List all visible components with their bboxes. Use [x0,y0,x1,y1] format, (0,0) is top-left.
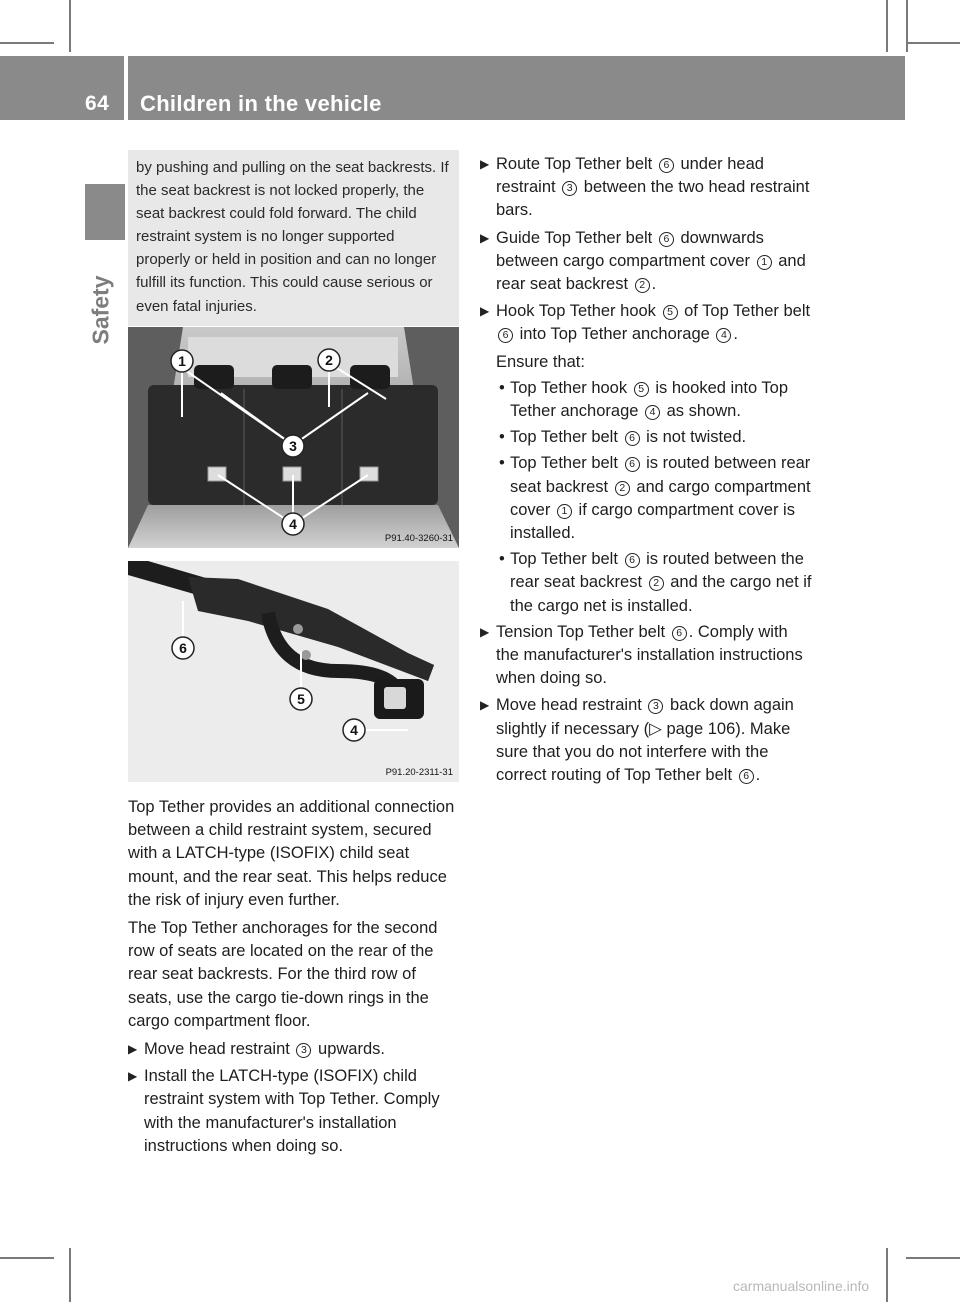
crop-mark [0,1257,54,1259]
callout-ref: 6 [625,431,640,446]
svg-text:1: 1 [178,353,186,369]
checklist-item: • Top Tether hook 5 is hooked into Top Tether anchorage 4 as shown. [499,378,789,421]
callout-2 [318,349,340,371]
section-tab-label: Safety [87,275,114,345]
crop-mark [906,0,908,52]
section-tab [86,255,116,365]
figure-code: P91.20-2311-31 [385,767,453,778]
callout-ref: 5 [663,305,678,320]
paragraph: The Top Tether anchorages for the second row of seats are located on the rear of the rear seat backrests. For the third row of seats, use the cargo tie-down rings in the cargo compartment floor. [128,919,438,1030]
bullet-icon: • [499,378,505,397]
paragraph: Top Tether provides an additional connection between a child restraint system, secured with a LATCH-type (ISOFIX) child seat mount, and the rear seat. This helps reduce the risk of injury even further. [128,798,455,909]
instruction-step: ▶ Hook Top Tether hook 5 of Top Tether belt 6 into Top Tether anchorage 4 . [480,302,811,344]
crop-mark [886,1248,888,1302]
callout-ref: 2 [635,278,650,293]
callout-ref: 6 [625,457,640,472]
header-band [0,56,905,120]
instruction-step: ▶ Install the LATCH-type (ISOFIX) child restraint system with Top Tether. Comply with the manufacturer's installation instructions when doing so. [128,1067,440,1155]
figure-cargo-compartment [128,327,459,548]
svg-text:5: 5 [297,691,305,707]
callout-ref: 1 [557,504,572,519]
figure-code: P91.40-3260-31 [384,533,453,544]
svg-text:4: 4 [289,516,297,532]
callout-ref: 6 [739,769,754,784]
callout-ref: 6 [659,158,674,173]
footer-watermark: carmanualsonline.info [733,1278,870,1294]
crop-mark [906,42,960,44]
svg-text:4: 4 [350,722,358,738]
crop-mark [69,0,71,52]
step-arrow-icon: ▶ [480,304,490,319]
instruction-step: ▶ Move head restraint 3 back down again slightly if necessary (▷ page 106). Make sure that you do not interfere with the correct routing of Top Tether belt 6 . [480,696,794,785]
step-arrow-icon: ▶ [128,1069,138,1084]
cargo-compartment-illustration [128,327,459,548]
callout-ref: 6 [672,626,687,641]
callout-5 [290,688,312,710]
callout-1 [171,350,193,372]
bullet-icon: • [499,550,505,569]
instruction-step: ▶ Tension Top Tether belt 6 . Comply with the manufacturer's installation instructions when doing so. [480,622,803,688]
step-arrow-icon: ▶ [480,230,490,245]
crop-mark [69,1248,71,1302]
step-arrow-icon: ▶ [480,157,490,171]
svg-text:3: 3 [289,438,297,454]
warning-note: by pushing and pulling on the seat backrests. If the seat backrest is not locked properly, the seat backrest could fold forward. The child restraint system is no longer supported properly or held in position and can no longer fulfill its function. This could cause serious or even fatal injuries. [128,150,459,326]
svg-text:6: 6 [179,640,187,656]
callout-ref: 6 [625,553,640,568]
crop-mark [886,0,888,52]
callout-ref: 6 [659,232,674,247]
callout-4 [343,719,365,741]
right-column-text [480,153,815,791]
callout-ref: 4 [716,328,731,343]
callout-ref: 2 [615,481,630,496]
callout-ref: 3 [648,699,663,714]
section-tab-marker [85,184,125,240]
callout-ref: 3 [296,1043,311,1058]
figure-top-tether-hook [128,561,459,782]
callout-ref: 1 [757,255,772,270]
header-divider [124,56,128,120]
ensure-heading: Ensure that: [496,352,585,371]
callout-6 [172,637,194,659]
callout-4 [282,513,304,535]
instruction-step: ▶ Route Top Tether belt 6 under head restraint 3 between the two head restraint bars. [480,155,810,220]
instruction-step: ▶ Move head restraint 3 upwards. [128,1038,461,1061]
checklist-item: • Top Tether belt 6 is routed between the rear seat backrest 2 and the cargo net if the cargo net is installed. [499,550,812,615]
svg-text:2: 2 [325,352,333,368]
callout-3 [282,435,304,457]
top-tether-hook-illustration [128,561,459,782]
step-arrow-icon: ▶ [128,1042,138,1057]
step-arrow-icon: ▶ [480,624,490,639]
page-number: 64 [85,92,110,115]
checklist-item: • Top Tether belt 6 is routed between rear seat backrest 2 and cargo compartment cover 1 if cargo compartment cover is installed. [499,454,811,543]
left-column-text [128,796,461,1162]
crop-mark [0,42,54,44]
page-reference-icon[interactable]: ▷ [649,719,662,738]
chapter-title: Children in the vehicle [140,91,382,116]
callout-ref: 5 [634,382,649,397]
callout-ref: 4 [645,405,660,420]
callout-ref: 6 [498,328,513,343]
instruction-step: ▶ Guide Top Tether belt 6 downwards between cargo compartment cover 1 and rear seat backrest 2 . [480,228,806,294]
bullet-icon: • [499,454,505,473]
callout-ref: 3 [562,181,577,196]
step-arrow-icon: ▶ [480,698,490,713]
bullet-icon: • [499,428,505,447]
checklist-item: • Top Tether belt 6 is not twisted. [480,426,815,449]
callout-ref: 2 [649,576,664,591]
crop-mark [906,1257,960,1259]
